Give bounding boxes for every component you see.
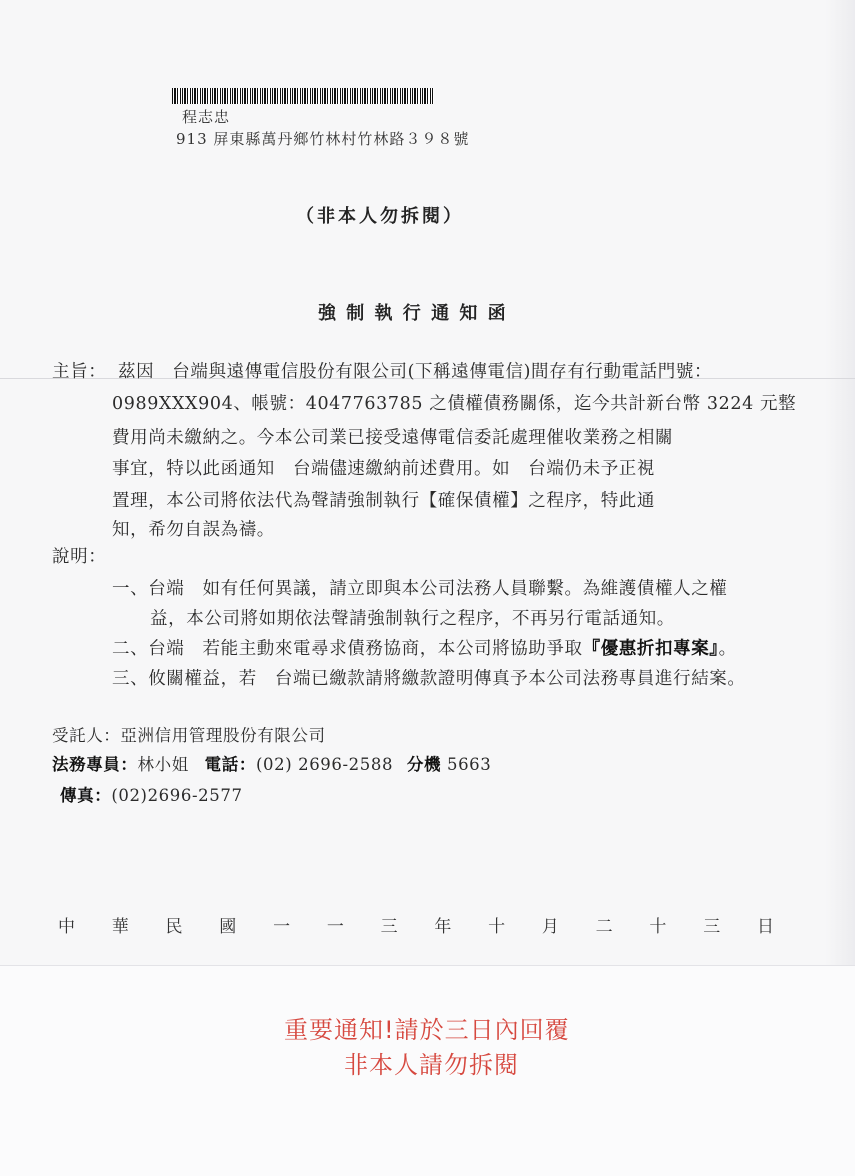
envelope-flap	[0, 965, 855, 1176]
extension-label: 分機	[406, 755, 442, 774]
document-title: 強 制 執 行 通 知 函	[318, 303, 508, 324]
date-char: 二	[595, 917, 613, 937]
phone-label: 電話：	[204, 755, 256, 774]
date-char: 日	[756, 917, 774, 937]
fax-line	[60, 782, 243, 806]
discount-plan-emphasis: 『優惠折扣專案』	[582, 639, 719, 659]
date-char: 國	[219, 917, 237, 937]
trustee-label: 受託人：	[52, 726, 121, 745]
subject-line: 茲因 台端與遠傳電信股份有限公司(下稱遠傳電信)間存有行動電話門號：	[118, 362, 713, 382]
date-char: 十	[649, 917, 667, 937]
subject-line: 知，希勿自誤為禱。	[112, 520, 275, 540]
date-char: 三	[703, 917, 721, 937]
subject-line: 置理，本公司將依法代為聲請強制執行【確保債權】之程序，特此通	[112, 491, 655, 511]
subject-line: 事宜，特以此函通知 台端儘速繳納前述費用。如 台端仍未予正視	[112, 459, 655, 479]
issue-date	[58, 912, 774, 937]
explanation-item-2-end: 。	[718, 639, 737, 659]
officer-name: 林小姐	[137, 755, 189, 774]
subject-line: 0989XXX904、帳號：4047763785 之債權債務關係，迄今共計新台幣 3224 元整	[112, 394, 797, 414]
date-char: 華	[111, 917, 129, 937]
private-notice: （非本人勿拆閱）	[296, 206, 464, 227]
paper-edge-shadow	[825, 0, 855, 965]
date-char: 一	[273, 917, 291, 937]
recipient-address: 913 屏東縣萬丹鄉竹林村竹林路３９８號	[176, 130, 470, 148]
date-char: 三	[380, 917, 398, 937]
date-char: 一	[326, 917, 344, 937]
trustee-line	[52, 722, 326, 746]
date-char: 民	[165, 917, 183, 937]
explanation-item-1: 一、台端 如有任何異議，請立即與本公司法務人員聯繫。為維護債權人之權	[112, 579, 728, 599]
explanation-item-3: 三、攸關權益，若 台端已繳款請將繳款證明傳真予本公司法務專員進行結案。	[112, 669, 746, 689]
urgent-reply-notice: 重要通知!請於三日內回覆	[284, 1016, 570, 1044]
officer-label: 法務專員：	[52, 755, 138, 774]
recipient-name: 程志忠	[182, 108, 231, 126]
fax-number: (02)2696-2577	[111, 786, 243, 805]
officer-line	[52, 751, 491, 775]
barcode	[172, 88, 434, 104]
explanation-label: 說明：	[52, 547, 107, 567]
subject-label: 主旨：	[52, 362, 107, 382]
explanation-item-2	[112, 635, 737, 660]
trustee-name: 亞洲信用管理股份有限公司	[120, 726, 326, 745]
date-char: 月	[541, 917, 559, 937]
explanation-item-2-text: 二、台端 若能主動來電尋求債務協商，本公司將協助爭取	[112, 639, 583, 659]
date-char: 年	[434, 917, 452, 937]
do-not-open-notice: 非本人請勿拆閱	[344, 1051, 519, 1079]
subject-line: 費用尚未繳納之。今本公司業已接受遠傳電信委託處理催收業務之相關	[112, 428, 674, 448]
explanation-item-1-cont: 益，本公司將如期依法聲請強制執行之程序，不再另行電話通知。	[150, 609, 675, 629]
fax-label: 傳真：	[60, 786, 112, 805]
date-char: 中	[58, 917, 75, 937]
date-char: 十	[488, 917, 506, 937]
phone-number: (02) 2696-2588	[255, 755, 394, 774]
extension-number: 5663	[446, 755, 492, 774]
